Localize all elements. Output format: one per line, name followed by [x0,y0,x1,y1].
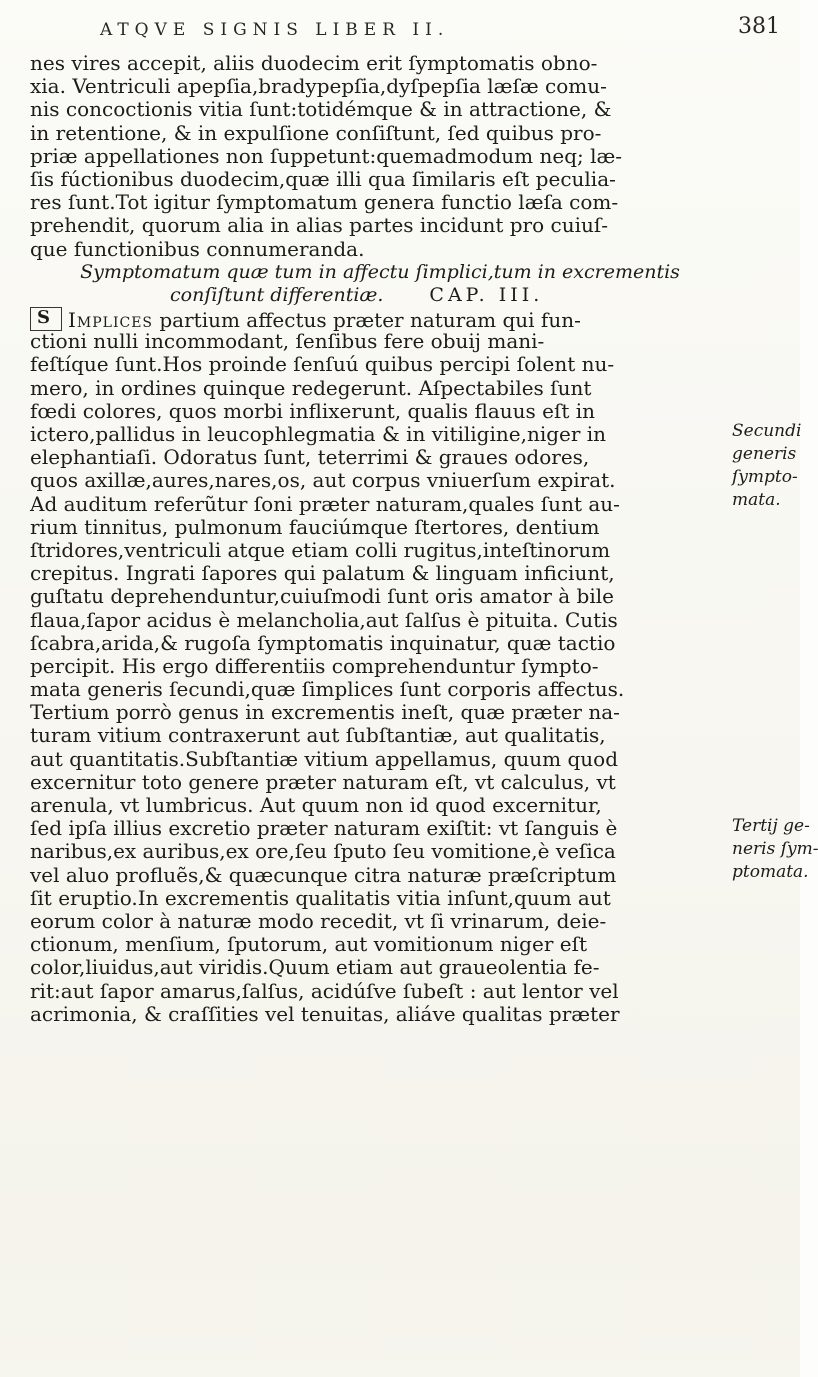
opening-word: Implices [68,308,154,333]
text-line: naribus,ex auribus,ex ore,ſeu ſputo ſeu vomitione,è veſica [30,839,616,864]
text-line: rit:aut ſapor amarus,ſalſus, acidúſve ſubeſt : aut lentor vel [30,978,619,1003]
text-line: Ad auditum referũtur ſoni præter naturam,quales ſunt au- [30,491,620,516]
margin-note-tertii: neris ſym- [732,839,818,859]
text-line: mero, in ordines quinque redegerunt. Aſpectabiles ſunt [30,375,592,400]
text-line [30,307,730,333]
text-line: quos axillæ,aures,nares,os, aut corpus vniuerſum expirat. [30,468,616,493]
text-line: elephantiaſi. Odoratus ſunt, teterrimi & graues odores, [30,445,590,470]
text-line: guſtatu deprehenduntur,cuiuſmodi ſunt oris amator à bile [30,584,614,609]
margin-note-tertii: Tertij ge- [732,816,810,836]
text-line: turam vitium contraxerunt aut ſubſtantiæ, aut qualitatis, [30,723,606,748]
margin-note-tertii: ptomata. [732,862,809,882]
section-subtitle: conſiſtunt differentiæ. [170,283,384,306]
section-title: Symptomatum quæ tum in affectu ſimplici,tum in excrementis [80,260,680,283]
text-line: nes vires accepit, aliis duodecim erit ſymptomatis obno- [30,51,598,75]
paragraph-chapter [30,307,730,1026]
opening-line-rest: partium affectus præter naturam qui fun- [159,308,581,333]
text-body [30,52,730,1026]
ornamental-initial-icon: S [30,307,62,331]
text-line: feſtíque ſunt.Hos proinde ſenſuú quibus percipi ſolent nu- [30,352,615,377]
text-line: color,liuidus,aut viridis.Quum etiam aut graueolentia fe- [30,955,600,980]
text-line: ſtridores,ventriculi atque etiam colli rugitus,inteſtinorum [30,537,611,562]
text-line: eorum color à naturæ modo recedit, vt ſi vrinarum, deie- [30,908,607,933]
text-line: prehendit, quorum alia in alias partes incidunt pro cuiuſ- [30,213,609,238]
text-line: ſit eruptio.In excrementis qualitatis vitia inſunt,quum aut [30,885,611,910]
text-line: priæ appellationes non ſuppetunt:quemadmodum neq; læ- [30,143,623,168]
margin-note-secundi: ſympto- [732,467,798,487]
paragraph-intro [30,52,730,261]
text-line: ſis fúctionibus duodecim,quæ illi qua ſimilaris eſt peculia- [30,166,616,191]
running-head: ATQVE SIGNIS LIBER II. [100,20,450,40]
text-line: Tertium porrò genus in excrementis ineſt, quæ præter na- [30,700,620,725]
text-line: nis concoctionis vitia ſunt:totidémque & in attractione, & [30,97,612,122]
text-line: in retentione, & in expulſione conſiſtunt, ſed quibus pro- [30,120,602,145]
text-line: aut quantitatis.Subſtantiæ vitium appellamus, quum quod [30,746,619,771]
text-line: acrimonia, & craſſities vel tenuitas, aliáve qualitas præter [30,1001,620,1026]
text-line: ictero,pallidus in leucophlegmatia & in vitiligine,niger in [30,422,607,446]
text-line: percipit. His ergo differentiis comprehenduntur ſympto- [30,653,599,678]
text-line: rium tinnitus, pulmonum fauciúmque ſtertores, dentium [30,514,600,539]
text-line: xia. Ventriculi apepſia,bradypepſia,dyſpepſia læſæ comu- [30,74,607,99]
text-line: res ſunt.Tot igitur ſymptomatum genera functio læſa com- [30,190,619,215]
text-line: ctioni nulli incommodant, ſenſibus fere obuij mani- [30,329,545,354]
margin-note-secundi: mata. [732,490,781,510]
text-line: ſcabra,arida,& rugoſa ſymptomatis inquinatur, quæ tactio [30,630,616,655]
margin-note-secundi: Secundi [732,421,802,441]
section-heading [30,261,730,307]
page-bottom-margin [0,1217,800,1377]
text-line: que functionibus connumeranda. [30,236,365,261]
text-line: flaua,ſapor acidus è melancholia,aut ſalſus è pituita. Cutis [30,607,618,632]
text-line: arenula, vt lumbricus. Aut quum non id quod excernitur, [30,793,602,817]
page-number: 381 [738,14,780,39]
text-line: fœdi colores, quos morbi inflixerunt, qualis flauus eſt in [30,398,596,423]
text-line: excernitur toto genere præter naturam eſt, vt calculus, vt [30,769,616,794]
chapter-number: CAP. III. [429,283,544,306]
text-line: vel aluo profluẽs,& quæcunque citra naturæ præſcriptum [30,862,617,887]
margin-note-secundi: generis [732,444,797,464]
text-line: mata generis ſecundi,quæ ſimplices ſunt corporis affectus. [30,677,625,702]
text-line: crepitus. Ingrati ſapores qui palatum & linguam inficiunt, [30,561,615,586]
page-header [100,14,780,50]
text-line: ctionum, menſium, ſputorum, aut vomitionum niger eſt [30,932,588,957]
text-line: ſed ipſa illius excretio præter naturam exiſtit: vt ſanguis è [30,816,618,841]
